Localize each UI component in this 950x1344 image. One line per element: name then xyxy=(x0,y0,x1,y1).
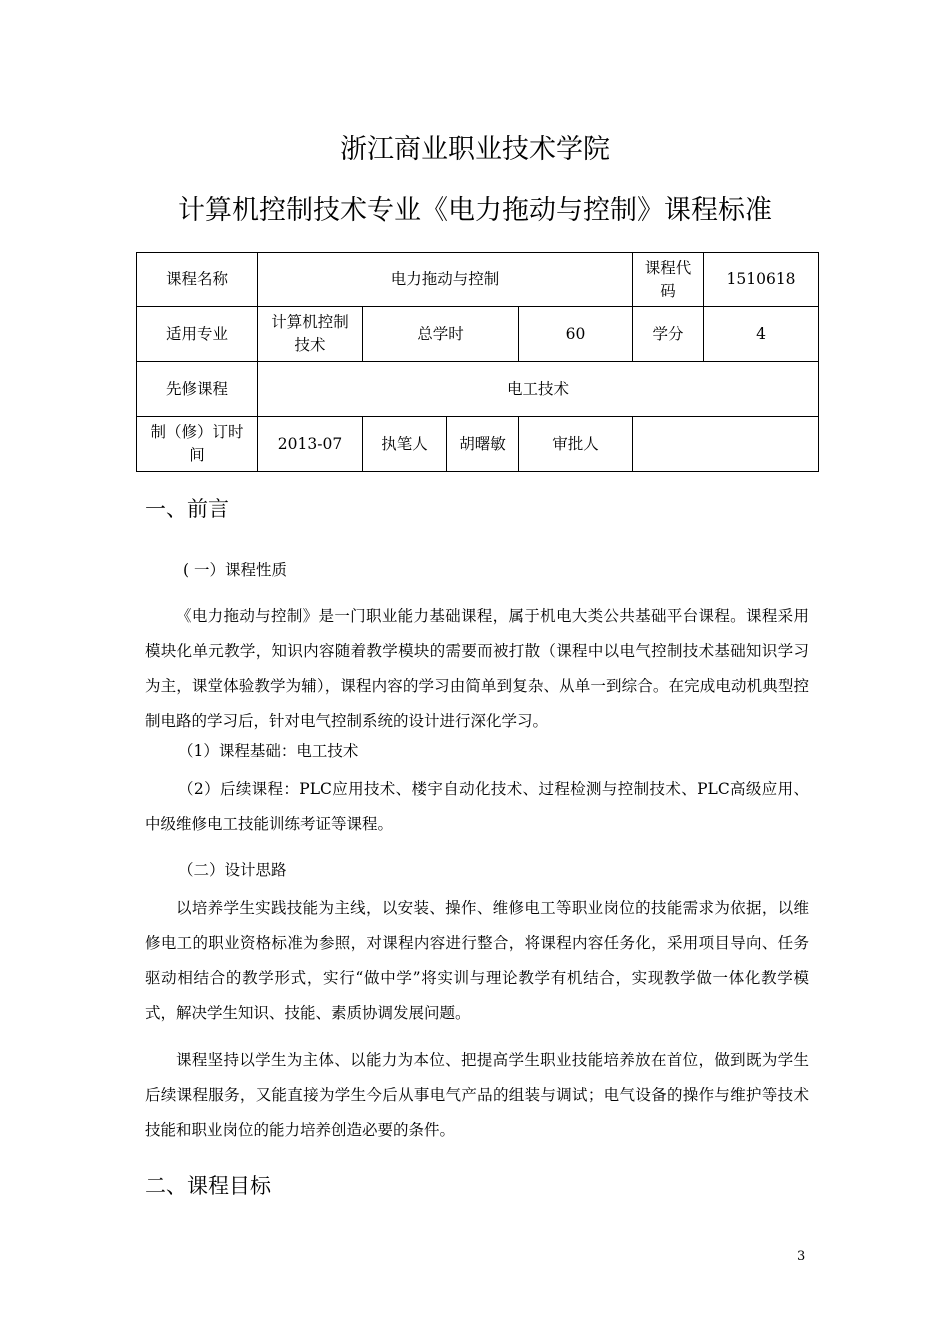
subsection-design-idea: （二）设计思路 xyxy=(178,861,287,879)
author-value: 胡曙敏 xyxy=(447,417,519,472)
design-idea-paragraph: 以培养学生实践技能为主线，以安装、操作、维修电工等职业岗位的技能需求为依据，以维修电工的职业资格标准为参照，对课程内容进行整合，将课程内容任务化，采用项目导向、任务驱动相结合的教学形式，实行“做中学”将实训与理论教学有机结合，实现教学做一体化教学模式，解决学生知识、技能、素质协调发展问题。 xyxy=(145,899,809,1022)
major-value: 计算机控制技术 xyxy=(258,307,363,362)
prereq-label: 先修课程 xyxy=(137,362,258,417)
institution-title: 浙江商业职业技术学院 xyxy=(340,134,610,165)
student-centered-paragraph: 课程坚持以学生为主体、以能力为本位、把提高学生职业技能培养放在首位，做到既为学生后续课程服务，又能直接为学生今后从事电气产品的组装与调试；电气设备的操作与维护等技术技能和职业岗位的能力培养创造必要的条件。 xyxy=(145,1051,809,1139)
follow-up-courses-item: （2）后续课程：PLC应用技术、楼宇自动化技术、过程检测与控制技术、PLC高级应用、中级维修电工技能训练考证等课程。 xyxy=(145,780,809,833)
course-foundation-item: （1）课程基础：电工技术 xyxy=(178,742,359,760)
course-name-value: 电力拖动与控制 xyxy=(258,253,633,307)
course-code-value: 1510618 xyxy=(704,253,819,307)
course-name-label: 课程名称 xyxy=(137,253,258,307)
course-standard-title: 计算机控制技术专业《电力拖动与控制》课程标准 xyxy=(178,195,772,226)
course-nature-paragraph: 《电力拖动与控制》是一门职业能力基础课程，属于机电大类公共基础平台课程。课程采用模块化单元教学，知识内容随着教学模块的需要而被打散（课程中以电气控制技术基础知识学习为主，课堂体验教学为辅），课程内容的学习由简单到复杂、从单一到综合。在完成电动机典型控制电路的学习后，针对电气控制系统的设计进行深化学习。 xyxy=(145,607,809,730)
hours-value: 60 xyxy=(519,307,633,362)
approver-value xyxy=(633,417,819,472)
revision-date-label: 制（修）订时间 xyxy=(137,417,258,472)
section2-heading: 二、课程目标 xyxy=(145,1174,271,1198)
credit-value: 4 xyxy=(704,307,819,362)
course-code-label: 课程代码 xyxy=(633,253,704,307)
subsection-course-nature: ( 一）课程性质 xyxy=(183,561,287,579)
course-info-table xyxy=(136,252,819,472)
credit-label: 学分 xyxy=(633,307,704,362)
author-label: 执笔人 xyxy=(363,417,447,472)
section1-heading: 一、前言 xyxy=(145,497,229,521)
page-number: 3 xyxy=(797,1249,806,1264)
hours-label: 总学时 xyxy=(363,307,519,362)
prereq-value: 电工技术 xyxy=(258,362,819,417)
approver-label: 审批人 xyxy=(519,417,633,472)
revision-date-value: 2013-07 xyxy=(258,417,363,472)
major-label: 适用专业 xyxy=(137,307,258,362)
